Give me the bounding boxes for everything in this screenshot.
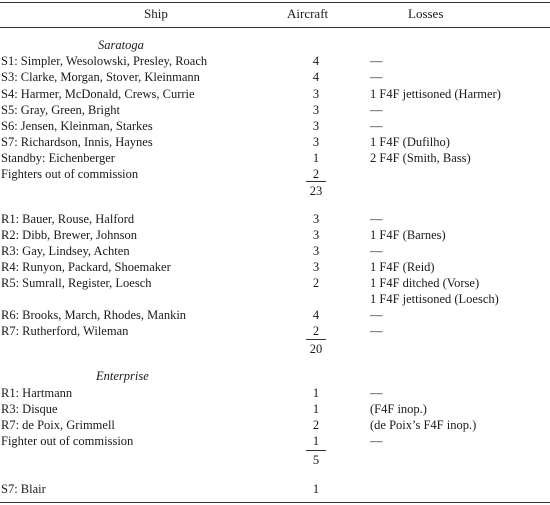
aircraft-cell: 1: [312, 386, 320, 400]
ship-cell: R7: de Poix, Grimmell: [1, 418, 115, 432]
table-row: [0, 134, 550, 150]
aircraft-cell: 2: [312, 418, 320, 432]
table-row: [0, 166, 550, 182]
table-row: [0, 53, 550, 69]
table-row: [0, 433, 550, 449]
losses-cell: 1 F4F ditched (Vorse): [370, 276, 480, 290]
losses-cell: 1 F4F (Dufilho): [370, 135, 450, 149]
ship-cell: S7: Richardson, Innis, Haynes: [1, 135, 153, 149]
ship-cell: S3: Clarke, Morgan, Stover, Kleinmann: [1, 70, 200, 84]
losses-cell: —: [370, 386, 383, 400]
aircraft-cell: 4: [312, 54, 320, 68]
aircraft-cell: 3: [312, 135, 320, 149]
bottom-rule: [0, 502, 550, 503]
table-row: [0, 69, 550, 85]
ship-cell: R6: Brooks, March, Rhodes, Mankin: [1, 308, 187, 322]
losses-cell: —: [370, 119, 383, 133]
ship-cell: R7: Rutherford, Wileman: [1, 324, 129, 338]
header-rule: [0, 27, 550, 28]
aircraft-cell: 3: [312, 212, 320, 226]
losses-cell: (de Poix’s F4F inop.): [370, 418, 477, 432]
aircraft-cell: 1: [312, 434, 320, 448]
losses-cell: (F4F inop.): [370, 402, 427, 416]
losses-cell: —: [370, 70, 383, 84]
table-row: [0, 243, 550, 259]
aircraft-cell: 3: [312, 119, 320, 133]
subtotal-value: 5: [312, 453, 320, 467]
subtotal-value: 23: [309, 184, 323, 198]
aircraft-cell: 4: [312, 308, 320, 322]
ship-cell: Fighter out of commission: [1, 434, 134, 448]
subtotal-rule: [306, 450, 326, 451]
table-row: [0, 275, 550, 291]
ship-cell: S6: Jensen, Kleinman, Starkes: [1, 119, 153, 133]
table-row: [0, 86, 550, 102]
aircraft-cell: 2: [312, 167, 320, 181]
losses-cell: 1 F4F jettisoned (Loesch): [370, 292, 499, 306]
table-row: [0, 323, 550, 339]
ship-cell: Fighters out of commission: [1, 167, 139, 181]
aircraft-cell: 1: [312, 402, 320, 416]
header-ship: Ship: [144, 6, 168, 21]
subtotal-rule: [306, 181, 326, 182]
aircraft-cell: 3: [312, 228, 320, 242]
table-row: [0, 150, 550, 166]
ship-cell: S4: Harmer, McDonald, Crews, Currie: [1, 87, 195, 101]
ship-cell: R1: Bauer, Rouse, Halford: [1, 212, 135, 226]
ship-cell: Standby: Eichenberger: [1, 151, 115, 165]
losses-cell: 1 F4F jettisoned (Harmer): [370, 87, 501, 101]
table-row: [0, 102, 550, 118]
subtotal-rule: [306, 339, 326, 340]
losses-cell: —: [370, 212, 383, 226]
losses-cell: —: [370, 54, 383, 68]
table-row: [0, 259, 550, 275]
table-row: [0, 307, 550, 323]
aircraft-cell: 1: [312, 151, 320, 165]
table-row: [0, 385, 550, 401]
header-aircraft: Aircraft: [287, 6, 329, 21]
section-title-enterprise: Enterprise: [96, 369, 149, 383]
ship-cell: S7: Blair: [1, 482, 46, 496]
top-rule: [0, 2, 550, 3]
ship-cell: R1: Hartmann: [1, 386, 73, 400]
header-losses: Losses: [408, 6, 444, 21]
table-row: [0, 401, 550, 417]
losses-cell: —: [370, 244, 383, 258]
ship-cell: S5: Gray, Green, Bright: [1, 103, 120, 117]
ship-cell: R4: Runyon, Packard, Shoemaker: [1, 260, 171, 274]
aircraft-cell: 3: [312, 244, 320, 258]
ship-cell: S1: Simpler, Wesolowski, Presley, Roach: [1, 54, 208, 68]
aircraft-cell: 2: [312, 276, 320, 290]
aircraft-cell: 3: [312, 103, 320, 117]
losses-cell: —: [370, 308, 383, 322]
losses-cell: 1 F4F (Barnes): [370, 228, 446, 242]
losses-cell: —: [370, 103, 383, 117]
aircraft-cell: 1: [312, 482, 320, 496]
table-row: [0, 291, 550, 307]
subtotal-value: 20: [309, 342, 323, 356]
aircraft-cell: 3: [312, 87, 320, 101]
aircraft-cell: 2: [312, 324, 320, 338]
losses-cell: 1 F4F (Reid): [370, 260, 435, 274]
losses-cell: 2 F4F (Smith, Bass): [370, 151, 471, 165]
table-row: [0, 227, 550, 243]
ship-cell: R3: Gay, Lindsey, Achten: [1, 244, 130, 258]
table-row: [0, 481, 550, 497]
table-row: [0, 417, 550, 433]
ship-cell: R5: Sumrall, Register, Loesch: [1, 276, 152, 290]
ship-cell: R2: Dibb, Brewer, Johnson: [1, 228, 137, 242]
aircraft-cell: 4: [312, 70, 320, 84]
section-title-saratoga: Saratoga: [98, 38, 144, 52]
aircraft-cell: 3: [312, 260, 320, 274]
table-row: [0, 211, 550, 227]
losses-cell: —: [370, 434, 383, 448]
losses-cell: —: [370, 324, 383, 338]
ship-cell: R3: Disque: [1, 402, 58, 416]
table-row: [0, 118, 550, 134]
